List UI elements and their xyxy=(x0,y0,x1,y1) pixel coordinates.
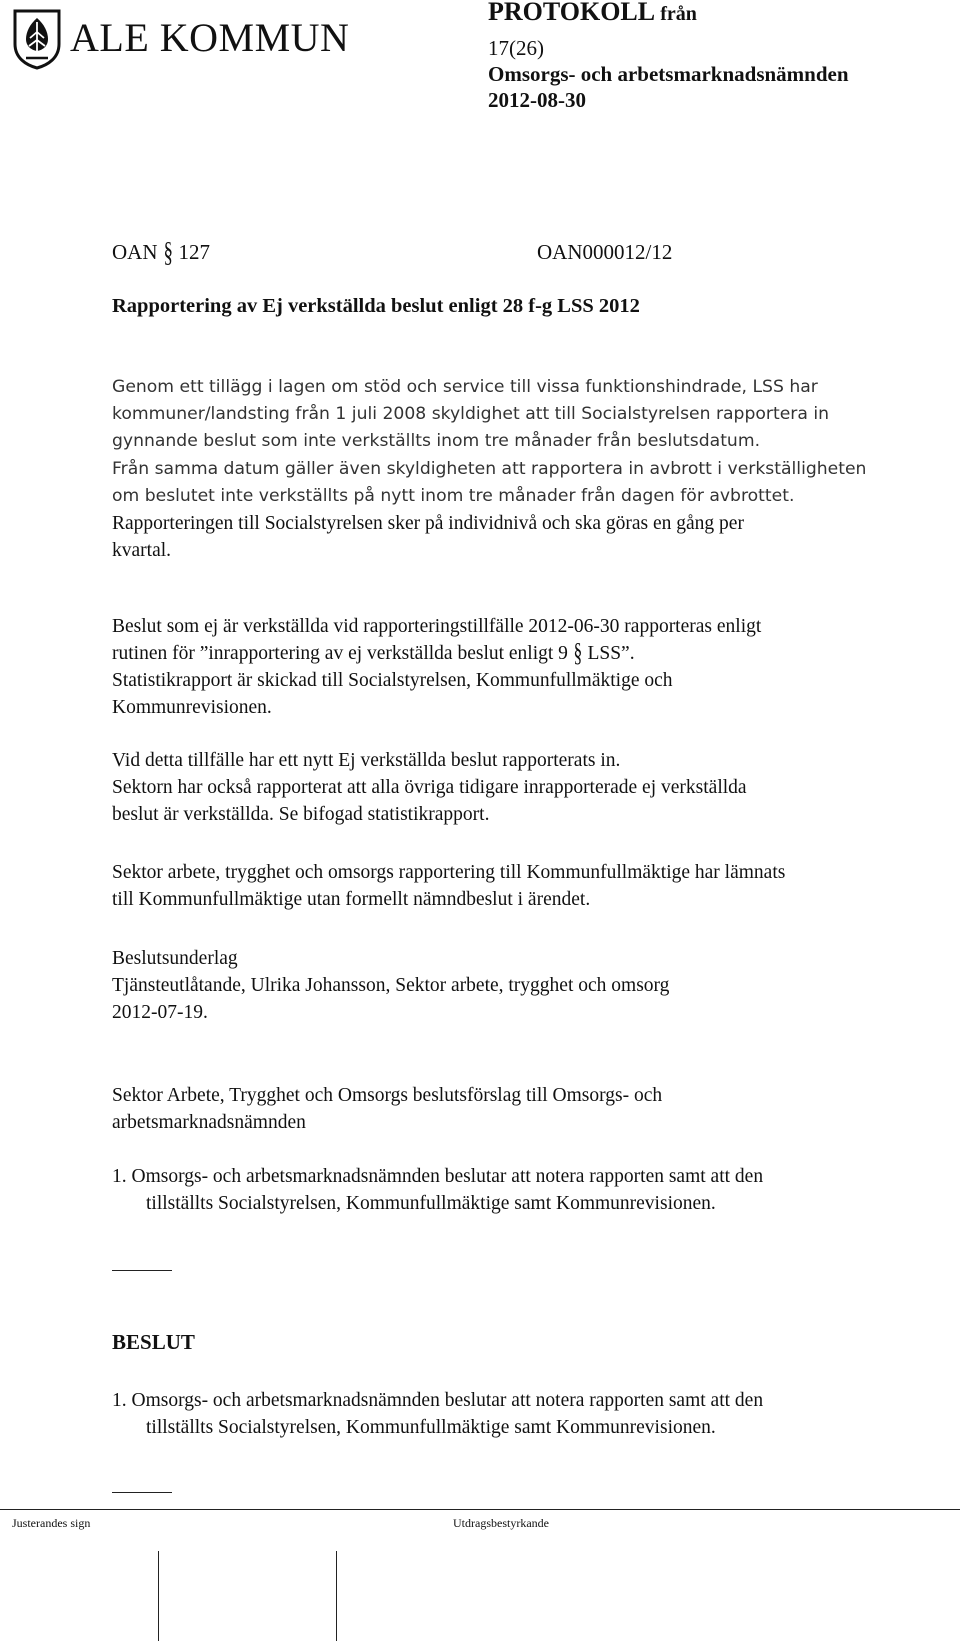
separator-line xyxy=(112,1270,172,1271)
footer-sign-label: Justerandes sign xyxy=(12,1516,91,1530)
paragraph-1-line: Rapporteringen till Socialstyrelsen sker på individnivå och ska göras en gång per xyxy=(112,513,744,535)
section-symbol: § xyxy=(573,639,583,668)
section-symbol: § xyxy=(163,235,173,269)
paragraph-2-line: Beslut som ej är verkställda vid rapporteringstillfälle 2012-06-30 rapporteras enligt xyxy=(112,616,762,637)
footer-extract-label: Utdragsbestyrkande xyxy=(453,1516,549,1530)
decision-item-1: 1. Omsorgs- och arbetsmarknadsnämnden beslutar att notera rapporten samt att den tillställts Socialstyrelsen, Kommunfullmäktige samt Kommunrevisionen. xyxy=(112,1390,764,1438)
paragraph-2-line-end: LSS”. xyxy=(587,643,635,664)
case-number-line xyxy=(112,235,932,269)
case-title: Rapportering av Ej verkställda beslut enligt 28 f-g LSS 2012 xyxy=(112,295,640,317)
case-dnr: OAN000012/12 xyxy=(537,240,673,264)
document-type-suffix: från xyxy=(660,3,697,25)
proposal-item-1: 1. Omsorgs- och arbetsmarknadsnämnden beslutar att notera rapporten samt att den tillställts Socialstyrelsen, Kommunfullmäktige samt Kommunrevisionen. xyxy=(112,1166,764,1214)
document-type xyxy=(488,0,697,29)
case-prefix: OAN xyxy=(112,240,158,264)
org-name: ALE KOMMUN xyxy=(70,15,350,60)
document-type-label: PROTOKOLL xyxy=(488,0,654,26)
paragraph-2-line: Kommunrevisionen. xyxy=(112,697,272,718)
paragraph-3: Vid detta tillfälle har ett nytt Ej verkställda beslut rapporterats in. Sektorn har också rapporterat att alla övriga tidigare inrapporterade ej verkställda beslut är verkställda. Se bifogad statistikrapport. xyxy=(112,750,747,825)
basis-text: Tjänsteutlåtande, Ulrika Johansson, Sektor arbete, trygghet och omsorg 2012-07-19. xyxy=(112,975,670,1023)
paragraph-1-line: Genom ett tillägg i lagen om stöd och service till vissa funktionshindrade, LSS har xyxy=(112,377,818,397)
footer-rule xyxy=(0,1509,960,1510)
paragraph-2-line-start: rutinen för ”inrapportering av ej verkställda beslut enligt 9 xyxy=(112,643,568,664)
signature-box-divider xyxy=(158,1551,159,1641)
ale-kommun-coat-of-arms-logo xyxy=(12,8,62,70)
paragraph-1 xyxy=(112,374,932,564)
paragraph-1-line: om beslutet inte verkställts på nytt inom tre månader från dagen för avbrottet. xyxy=(112,485,795,506)
paragraph-1-line: Från samma datum gäller även skyldigheten att rapportera in avbrott i verkställigheten xyxy=(112,458,867,479)
board-name: Omsorgs- och arbetsmarknadsnämnden xyxy=(488,62,849,86)
separator-line xyxy=(112,1492,172,1493)
proposal-intro: Sektor Arbete, Trygghet och Omsorgs beslutsförslag till Omsorgs- och arbetsmarknadsnämnden xyxy=(112,1085,663,1133)
paragraph-2-line xyxy=(112,640,932,667)
basis-heading: Beslutsunderlag xyxy=(112,948,238,969)
paragraph-1-line: kvartal. xyxy=(112,540,172,562)
decision-heading: BESLUT xyxy=(112,1330,195,1354)
case-number: 127 xyxy=(178,240,210,264)
signature-box-divider xyxy=(336,1551,337,1641)
page-number: 17(26) xyxy=(488,36,544,60)
paragraph-1-line: kommuner/landsting från 1 juli 2008 skyldighet att till Socialstyrelsen rapportera in xyxy=(112,404,829,425)
paragraph-4: Sektor arbete, trygghet och omsorgs rapportering till Kommunfullmäktige har lämnats till Kommunfullmäktige utan formellt nämndbeslut i ärendet. xyxy=(112,862,786,910)
paragraph-2 xyxy=(112,613,932,721)
paragraph-2-line: Statistikrapport är skickad till Socialstyrelsen, Kommunfullmäktige och xyxy=(112,670,673,691)
meeting-date: 2012-08-30 xyxy=(488,88,586,112)
paragraph-1-line: gynnande beslut som inte verkställts inom tre månader från beslutsdatum. xyxy=(112,431,761,452)
